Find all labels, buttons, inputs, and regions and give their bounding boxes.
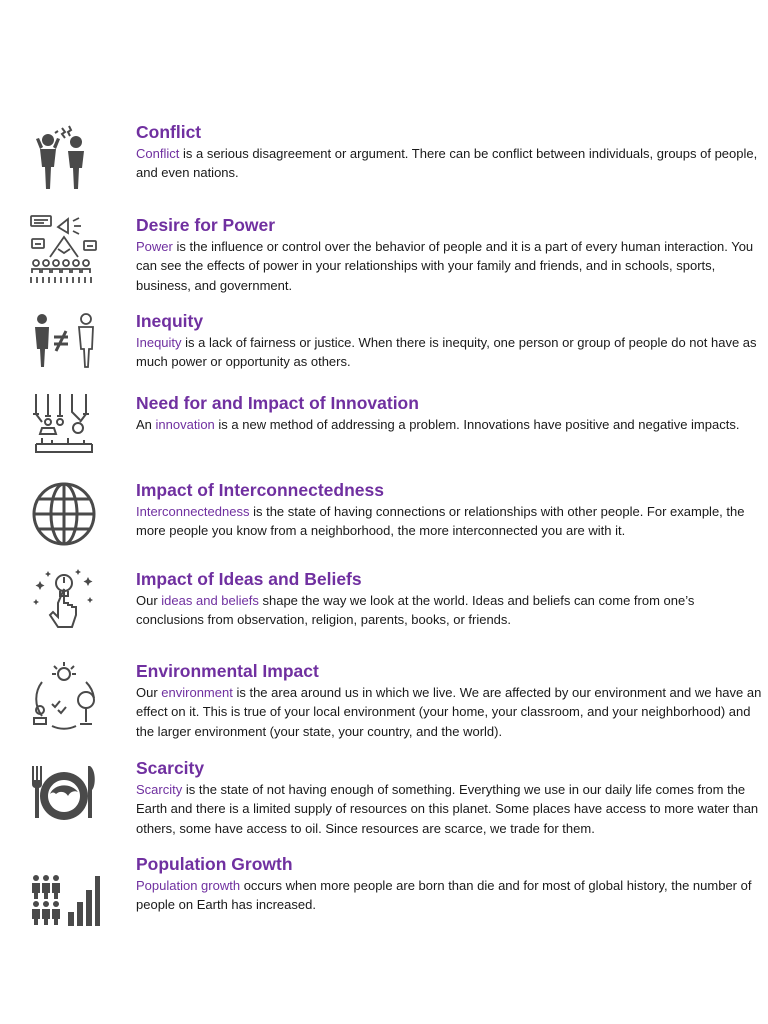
topic-title: Desire for Power bbox=[136, 215, 276, 235]
topic-title: Scarcity bbox=[136, 758, 205, 778]
key-term: Scarcity bbox=[136, 782, 183, 797]
topic-description: Power is the influence or control over the behavior of people and it is a part of every human interaction. You can see the effects of power in your relationships with your family and friends, and in schools, sports, business, and government. bbox=[136, 239, 754, 293]
empty-plate-icon bbox=[28, 760, 100, 832]
topic-title: Population Growth bbox=[136, 854, 293, 874]
key-term: Conflict bbox=[136, 146, 180, 161]
key-term: ideas and beliefs bbox=[161, 593, 259, 608]
conflict-icon bbox=[28, 122, 100, 194]
not-equal-people-icon bbox=[28, 309, 100, 381]
key-term: environment bbox=[161, 685, 233, 700]
key-term: innovation bbox=[155, 417, 215, 432]
globe-icon bbox=[28, 478, 100, 550]
topic-title: Need for and Impact of Innovation bbox=[136, 393, 419, 413]
topic-description: Scarcity is the state of not having enough of something. Everything we use in our daily life comes from the Earth and there is a limited supply of resources on this planet. Some places have access to more water than others, some have access to oil. Since resources are scarce, we trade for them. bbox=[136, 782, 759, 836]
topic-description: Our environment is the area around us in which we live. We are affected by our environment and we have an effect on it. This is true of your local environment (your home, your classroom, and your neighborhood) and the larger environment (your state, your country, and the world). bbox=[136, 685, 762, 739]
topic-title: Environmental Impact bbox=[136, 661, 319, 681]
topic-text bbox=[136, 122, 762, 183]
robotic-arms-icon bbox=[28, 392, 100, 464]
population-bars-icon bbox=[28, 864, 100, 936]
key-term: Inequity bbox=[136, 335, 182, 350]
key-term: Power bbox=[136, 239, 173, 254]
topic-text bbox=[136, 393, 762, 434]
topic-description: Our ideas and beliefs shape the way we look at the world. Ideas and beliefs can come from one’s conclusions from observation, religion, parents, books, or friends. bbox=[136, 593, 695, 628]
topic-description: Inequity is a lack of fairness or justice. When there is inequity, one person or group of people do not have as much power or opportunity as others. bbox=[136, 335, 757, 370]
topic-text bbox=[136, 215, 762, 295]
environment-cycle-icon bbox=[28, 660, 100, 732]
topic-description: Interconnectedness is the state of having connections or relationships with other people. For example, the more people you know from a neighborhood, the more interconnected you are with it. bbox=[136, 504, 745, 539]
topic-title: Impact of Ideas and Beliefs bbox=[136, 569, 362, 589]
topic-text bbox=[136, 480, 762, 541]
topic-text bbox=[136, 758, 762, 838]
topic-title: Inequity bbox=[136, 311, 204, 331]
rally-crowd-icon bbox=[28, 213, 100, 285]
topic-text bbox=[136, 661, 762, 741]
topic-description: Population growth occurs when more people are born than die and for most of global history, the number of people on Earth has increased. bbox=[136, 878, 752, 913]
topic-description: An innovation is a new method of addressing a problem. Innovations have positive and negative impacts. bbox=[136, 417, 740, 432]
topic-title: Conflict bbox=[136, 122, 202, 142]
topic-text bbox=[136, 311, 762, 372]
topic-text bbox=[136, 854, 762, 915]
hand-lightbulb-icon bbox=[28, 567, 100, 639]
topic-title: Impact of Interconnectedness bbox=[136, 480, 384, 500]
topic-text bbox=[136, 569, 762, 630]
topic-description: Conflict is a serious disagreement or argument. There can be conflict between individuals, groups of people, and even nations. bbox=[136, 146, 758, 181]
key-term: Population growth bbox=[136, 878, 241, 893]
key-term: Interconnectedness bbox=[136, 504, 250, 519]
